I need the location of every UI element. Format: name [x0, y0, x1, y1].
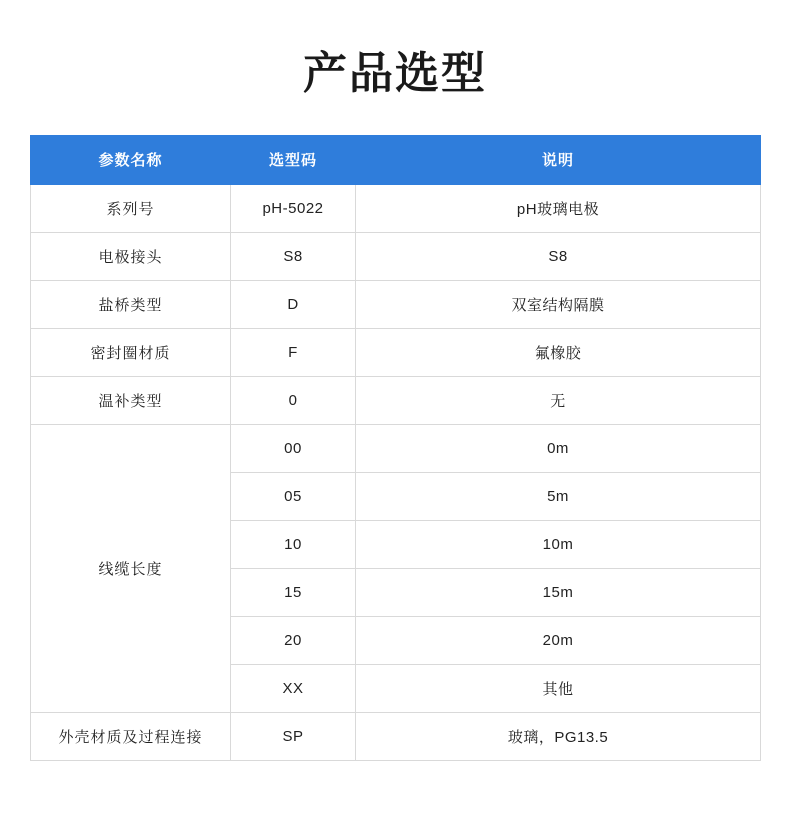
cell-description: S8: [356, 232, 761, 280]
cell-description: 5m: [356, 472, 761, 520]
cell-parameter-name: 温补类型: [31, 376, 231, 424]
table-row: [31, 424, 761, 472]
cell-description: 玻璃，PG13.5: [356, 712, 761, 760]
table-row: [31, 184, 761, 232]
cell-description: 20m: [356, 616, 761, 664]
table-header-row: [31, 135, 761, 184]
cell-selection-code: D: [231, 280, 356, 328]
cell-description: 10m: [356, 520, 761, 568]
cell-parameter-name: 外壳材质及过程连接: [31, 712, 231, 760]
cell-description: 双室结构隔膜: [356, 280, 761, 328]
column-header-description: 说明: [356, 135, 761, 184]
column-header-selection-code: 选型码: [231, 135, 356, 184]
cell-selection-code: 00: [231, 424, 356, 472]
cell-selection-code: 0: [231, 376, 356, 424]
cell-selection-code: S8: [231, 232, 356, 280]
table-row: [31, 232, 761, 280]
table-row: [31, 328, 761, 376]
cell-selection-code: SP: [231, 712, 356, 760]
cell-selection-code: 20: [231, 616, 356, 664]
cell-description: pH玻璃电极: [356, 184, 761, 232]
cell-description: 0m: [356, 424, 761, 472]
cell-selection-code: 10: [231, 520, 356, 568]
cell-description: 其他: [356, 664, 761, 712]
cell-description: 15m: [356, 568, 761, 616]
cell-parameter-name: 电极接头: [31, 232, 231, 280]
product-selection-table: [30, 135, 761, 761]
table-row: [31, 376, 761, 424]
table-header: [31, 135, 761, 184]
column-header-parameter-name: 参数名称: [31, 135, 231, 184]
cell-selection-code: F: [231, 328, 356, 376]
table-body: [31, 184, 761, 760]
cell-selection-code: 05: [231, 472, 356, 520]
spec-table-container: [0, 135, 790, 761]
cell-selection-code: XX: [231, 664, 356, 712]
cell-parameter-name: 盐桥类型: [31, 280, 231, 328]
page-title: 产品选型: [303, 49, 487, 98]
cell-parameter-name: 系列号: [31, 184, 231, 232]
cell-description: 氟橡胶: [356, 328, 761, 376]
table-row: [31, 280, 761, 328]
cell-selection-code: pH-5022: [231, 184, 356, 232]
cell-parameter-name: 密封圈材质: [31, 328, 231, 376]
table-row: [31, 712, 761, 760]
cell-selection-code: 15: [231, 568, 356, 616]
cell-parameter-name: 线缆长度: [31, 424, 231, 712]
cell-description: 无: [356, 376, 761, 424]
